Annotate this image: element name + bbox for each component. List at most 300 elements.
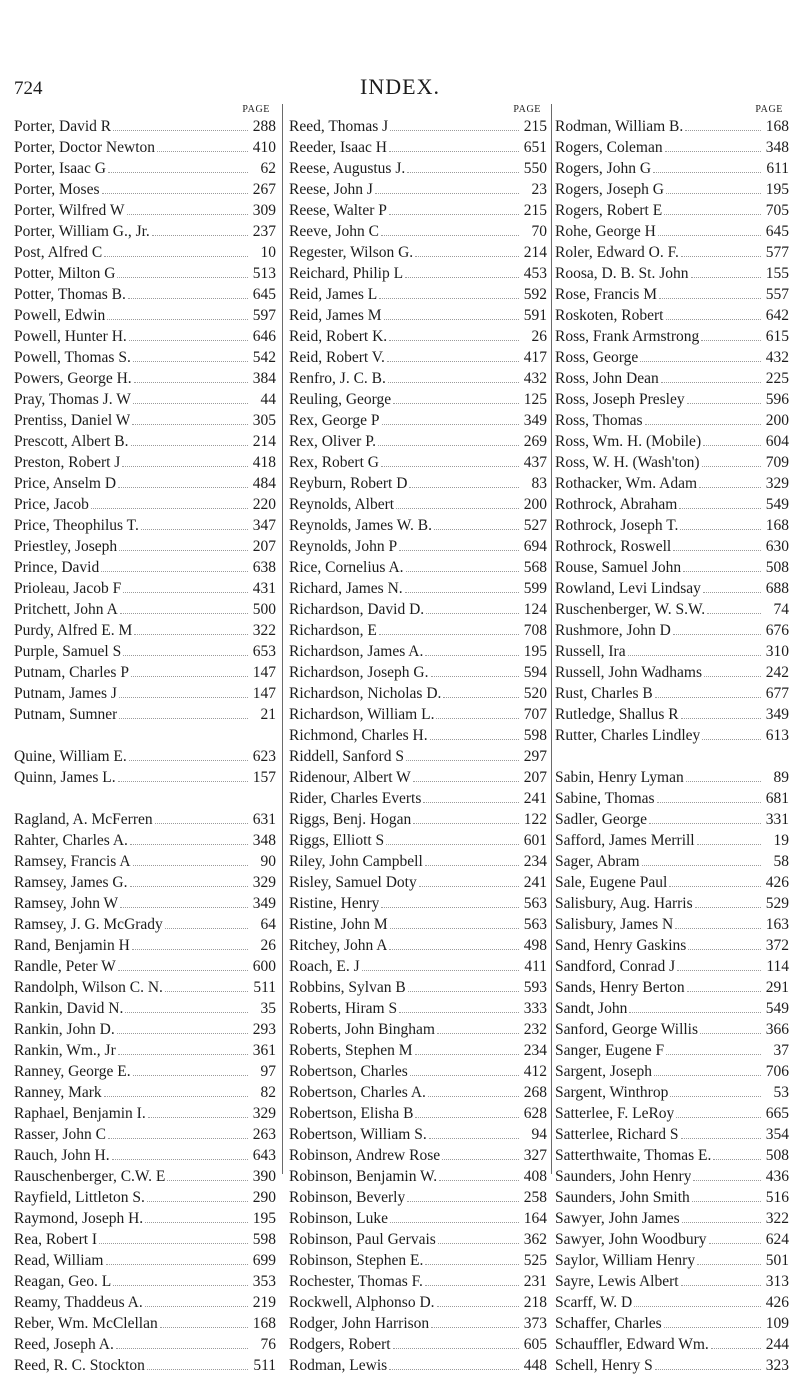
index-entry — [555, 662, 789, 683]
dot-leader — [415, 255, 519, 257]
index-entry — [14, 557, 276, 578]
dot-leader — [442, 1158, 519, 1160]
entry-page: 448 — [523, 1357, 547, 1374]
entry-name: Ross, Wm. H. (Mobile) — [555, 433, 702, 450]
dot-leader — [396, 507, 519, 509]
entry-name: Raymond, Joseph H. — [14, 1210, 144, 1227]
entry-name: Roosa, D. B. St. John — [555, 265, 689, 282]
entry-name: Ross, Thomas — [555, 412, 643, 429]
index-entry — [14, 977, 276, 998]
dot-leader — [680, 528, 761, 530]
entry-page: 83 — [531, 475, 547, 492]
entry-page: 594 — [523, 664, 547, 681]
entry-name: Reese, John J — [289, 181, 373, 198]
index-entry — [14, 200, 276, 221]
dot-leader — [160, 1326, 248, 1328]
index-entry — [14, 830, 276, 851]
entry-name: Raphael, Benjamin I. — [14, 1105, 146, 1122]
index-entry — [14, 347, 276, 368]
entry-name: Reichard, Philip L — [289, 265, 404, 282]
dot-leader — [645, 423, 761, 425]
dot-leader — [419, 885, 519, 887]
entry-page: 604 — [765, 433, 789, 450]
dot-leader — [666, 318, 762, 320]
index-entry — [14, 1187, 276, 1208]
entry-page: 593 — [523, 979, 547, 996]
dot-leader — [415, 1053, 519, 1055]
entry-page: 89 — [773, 769, 789, 786]
dot-leader — [131, 675, 248, 677]
entry-page: 268 — [523, 1084, 547, 1101]
entry-name: Riggs, Benj. Hogan — [289, 811, 412, 828]
entry-name: Richmond, Charles H. — [289, 727, 428, 744]
index-entry — [555, 242, 789, 263]
dot-leader — [112, 1158, 248, 1160]
index-entry — [289, 956, 547, 977]
entry-page: 267 — [252, 181, 276, 198]
dot-leader — [713, 1158, 761, 1160]
index-entry — [555, 1061, 789, 1082]
entry-page: 241 — [523, 874, 547, 891]
entry-page: 231 — [523, 1273, 547, 1290]
entry-page: 708 — [523, 622, 547, 639]
index-entry — [555, 1208, 789, 1229]
index-entry — [14, 263, 276, 284]
index-entry — [289, 893, 547, 914]
entry-name: Porter, Moses — [14, 181, 100, 198]
entry-page: 329 — [252, 1105, 276, 1122]
dot-leader — [657, 801, 761, 803]
entry-name: Reuling, George — [289, 391, 392, 408]
index-entry — [555, 1166, 789, 1187]
entry-name: Schaffer, Charles — [555, 1315, 662, 1332]
index-entry — [289, 284, 547, 305]
index-entry — [555, 1082, 789, 1103]
dot-leader — [104, 255, 248, 257]
index-entry — [555, 1271, 789, 1292]
index-entry — [14, 1250, 276, 1271]
entry-page: 313 — [765, 1273, 789, 1290]
dot-leader — [688, 948, 761, 950]
index-entry — [289, 1019, 547, 1040]
entry-name: Putnam, Sumner — [14, 706, 118, 723]
index-entry — [14, 305, 276, 326]
dot-leader — [697, 1263, 761, 1265]
index-entry — [555, 158, 789, 179]
entry-name: Sale, Eugene Paul — [555, 874, 668, 891]
index-entry — [14, 851, 276, 872]
entry-name: Schell, Henry S — [555, 1357, 653, 1374]
index-entry — [289, 662, 547, 683]
entry-page: 361 — [252, 1042, 276, 1059]
dot-leader — [425, 654, 519, 656]
entry-name: Rogers, Joseph G — [555, 181, 664, 198]
dot-leader — [707, 612, 761, 614]
entry-name: Richardson, David D. — [289, 601, 425, 618]
letter-group-gap — [14, 788, 276, 809]
index-entry — [555, 1229, 789, 1250]
entry-name: Prentiss, Daniel W — [14, 412, 131, 429]
entry-page: 237 — [252, 223, 276, 240]
dot-leader — [122, 465, 248, 467]
dot-leader — [133, 360, 248, 362]
entry-name: Sayre, Lewis Albert — [555, 1273, 679, 1290]
entry-name: Prioleau, Jacob F — [14, 580, 122, 597]
entry-name: Preston, Robert J — [14, 454, 121, 471]
dot-leader — [99, 1242, 248, 1244]
entry-page: 23 — [531, 181, 547, 198]
index-entry — [555, 221, 789, 242]
dot-leader — [687, 402, 761, 404]
entry-name: Rothrock, Abraham — [555, 496, 678, 513]
entry-page: 631 — [252, 811, 276, 828]
entry-page: 453 — [523, 265, 547, 282]
entry-page: 484 — [252, 475, 276, 492]
index-entry — [14, 767, 276, 788]
entry-page: 37 — [773, 1042, 789, 1059]
dot-leader — [125, 1011, 248, 1013]
entry-page: 125 — [523, 391, 547, 408]
index-entry — [289, 389, 547, 410]
index-entry — [289, 1334, 547, 1355]
entry-page: 195 — [765, 181, 789, 198]
dot-leader — [425, 1263, 519, 1265]
index-entry — [289, 179, 547, 200]
entry-page: 501 — [765, 1252, 789, 1269]
entry-name: Porter, David R — [14, 118, 112, 135]
index-entry — [14, 1355, 276, 1376]
entry-page: 623 — [252, 748, 276, 765]
entry-name: Pray, Thomas J. W — [14, 391, 131, 408]
entry-name: Robinson, Beverly — [289, 1189, 406, 1206]
index-entry — [14, 641, 276, 662]
dot-leader — [145, 1305, 248, 1307]
entry-name: Putnam, James J — [14, 685, 117, 702]
entry-name: Porter, Isaac G — [14, 160, 106, 177]
index-entry — [289, 977, 547, 998]
entry-name: Quine, William E. — [14, 748, 127, 765]
index-entry — [289, 1208, 547, 1229]
entry-name: Ruschenberger, W. S.W. — [555, 601, 706, 618]
index-entry — [555, 263, 789, 284]
dot-leader — [118, 780, 248, 782]
entry-page: 147 — [252, 685, 276, 702]
entry-page: 291 — [765, 979, 789, 996]
entry-name: Purple, Samuel S — [14, 643, 122, 660]
index-entry — [555, 326, 789, 347]
dot-leader — [145, 1221, 248, 1223]
entry-page: 432 — [523, 370, 547, 387]
entry-page: 418 — [252, 454, 276, 471]
entry-name: Satterthwaite, Thomas E. — [555, 1147, 712, 1164]
index-entry — [289, 515, 547, 536]
index-entry — [555, 1187, 789, 1208]
entry-page: 114 — [766, 958, 789, 975]
dot-leader — [437, 1305, 519, 1307]
dot-leader — [686, 780, 761, 782]
entry-page: 384 — [252, 370, 276, 387]
index-entry — [14, 683, 276, 704]
dot-leader — [106, 1263, 249, 1265]
index-entry — [555, 1355, 789, 1376]
entry-name: Ramsey, Francis A — [14, 853, 131, 870]
dot-leader — [113, 129, 248, 131]
dot-leader — [692, 1200, 761, 1202]
entry-page: 168 — [765, 118, 789, 135]
entry-page: 207 — [252, 538, 276, 555]
entry-page: 525 — [523, 1252, 547, 1269]
index-entry — [14, 1229, 276, 1250]
entry-name: Purdy, Alfred E. M — [14, 622, 133, 639]
dot-leader — [165, 990, 248, 992]
index-entry — [289, 641, 547, 662]
entry-name: Sawyer, John Woodbury — [555, 1231, 707, 1248]
entry-page: 408 — [523, 1168, 547, 1185]
entry-name: Reid, Robert V. — [289, 349, 385, 366]
dot-leader — [129, 339, 248, 341]
entry-page: 628 — [523, 1105, 547, 1122]
index-entry — [555, 1292, 789, 1313]
index-entry — [555, 1145, 789, 1166]
entry-name: Rayfield, Littleton S. — [14, 1189, 145, 1206]
dot-leader — [665, 150, 761, 152]
dot-leader — [386, 843, 519, 845]
entry-name: Reynolds, Albert — [289, 496, 395, 513]
index-entry — [555, 368, 789, 389]
index-entry — [555, 935, 789, 956]
dot-leader — [693, 1179, 761, 1181]
index-entry — [555, 536, 789, 557]
entry-page: 349 — [252, 895, 276, 912]
entry-page: 327 — [523, 1147, 547, 1164]
index-entry — [289, 1124, 547, 1145]
entry-name: Porter, Wilfred W — [14, 202, 125, 219]
entry-page: 214 — [523, 244, 547, 261]
entry-page: 611 — [766, 160, 789, 177]
dot-leader — [381, 234, 519, 236]
dot-leader — [664, 213, 761, 215]
dot-leader — [702, 738, 761, 740]
entry-page: 234 — [523, 853, 547, 870]
dot-leader — [428, 1095, 519, 1097]
entry-name: Russell, John Wadhams — [555, 664, 703, 681]
entry-name: Powell, Edwin — [14, 307, 106, 324]
dot-leader — [685, 129, 761, 131]
dot-leader — [141, 528, 248, 530]
entry-page: 168 — [252, 1315, 276, 1332]
entry-page: 220 — [252, 496, 276, 513]
entry-page: 76 — [260, 1336, 276, 1353]
entry-page: 293 — [252, 1021, 276, 1038]
entry-page: 26 — [260, 937, 276, 954]
index-entry — [555, 809, 789, 830]
entry-name: Ramsey, James G. — [14, 874, 128, 891]
index-entry — [14, 998, 276, 1019]
index-entry — [289, 137, 547, 158]
dot-leader — [405, 276, 519, 278]
index-entry — [14, 809, 276, 830]
entry-name: Rothacker, Wm. Adam — [555, 475, 698, 492]
entry-name: Price, Jacob — [14, 496, 89, 513]
dot-leader — [681, 1137, 761, 1139]
entry-name: Porter, William G., Jr. — [14, 223, 150, 240]
entry-page: 676 — [765, 622, 789, 639]
entry-page: 241 — [523, 790, 547, 807]
index-entry — [555, 200, 789, 221]
dot-leader — [676, 1116, 761, 1118]
index-entry — [555, 389, 789, 410]
entry-page: 412 — [523, 1063, 547, 1080]
entry-name: Reyburn, Robert D — [289, 475, 408, 492]
index-entry — [289, 1292, 547, 1313]
entry-page: 242 — [765, 664, 789, 681]
entry-page: 638 — [252, 559, 276, 576]
index-entry — [555, 305, 789, 326]
running-head: INDEX. — [360, 74, 440, 99]
entry-name: Riggs, Elliott S — [289, 832, 385, 849]
entry-page: 599 — [523, 580, 547, 597]
entry-page: 53 — [773, 1084, 789, 1101]
dot-leader — [167, 1179, 248, 1181]
dot-leader — [134, 633, 248, 635]
entry-page: 508 — [765, 559, 789, 576]
entry-page: 164 — [523, 1210, 547, 1227]
entry-page: 155 — [765, 265, 789, 282]
dot-leader — [409, 486, 519, 488]
entry-name: Rogers, John G — [555, 160, 652, 177]
entry-name: Rauch, John H. — [14, 1147, 110, 1164]
entry-page: 35 — [260, 1000, 276, 1017]
entry-page: 94 — [531, 1126, 547, 1143]
entry-page: 630 — [765, 538, 789, 555]
index-entry — [555, 431, 789, 452]
index-entry — [555, 116, 789, 137]
index-entry — [289, 494, 547, 515]
entry-page: 411 — [524, 958, 547, 975]
index-entry — [14, 137, 276, 158]
entry-name: Potter, Milton G — [14, 265, 116, 282]
entry-name: Powers, George H. — [14, 370, 132, 387]
dot-leader — [703, 444, 761, 446]
dot-leader — [379, 633, 519, 635]
entry-name: Rand, Benjamin H — [14, 937, 130, 954]
entry-name: Rex, Oliver P. — [289, 433, 376, 450]
dot-leader — [628, 654, 761, 656]
dot-leader — [410, 1074, 519, 1076]
dot-leader — [426, 612, 519, 614]
entry-name: Richardson, William L. — [289, 706, 435, 723]
index-entry — [14, 473, 276, 494]
dot-leader — [393, 1347, 519, 1349]
entry-name: Rankin, John D. — [14, 1021, 115, 1038]
index-entry — [14, 578, 276, 599]
entry-name: Rider, Charles Everts — [289, 790, 422, 807]
index-entry — [555, 494, 789, 515]
entry-page: 390 — [252, 1168, 276, 1185]
index-entry — [14, 1145, 276, 1166]
index-entry — [289, 1082, 547, 1103]
entry-page: 646 — [252, 328, 276, 345]
entry-page: 297 — [523, 748, 547, 765]
entry-page: 263 — [252, 1126, 276, 1143]
entry-page: 58 — [773, 853, 789, 870]
entry-name: Roberts, Stephen M — [289, 1042, 413, 1059]
entry-page: 44 — [260, 391, 276, 408]
index-entry — [289, 683, 547, 704]
entry-name: Rothrock, Roswell — [555, 538, 672, 555]
index-entry — [289, 1355, 547, 1376]
dot-leader — [381, 465, 519, 467]
index-entry — [555, 1313, 789, 1334]
index-entry — [14, 368, 276, 389]
entry-name: Robinson, Benjamin W. — [289, 1168, 438, 1185]
dot-leader — [695, 906, 761, 908]
entry-name: Reese, Augustus J. — [289, 160, 406, 177]
entry-page: 290 — [252, 1189, 276, 1206]
entry-name: Rice, Cornelius A. — [289, 559, 404, 576]
entry-name: Roler, Edward O. F. — [555, 244, 679, 261]
entry-name: Priestley, Joseph — [14, 538, 118, 555]
entry-name: Reid, James L — [289, 286, 378, 303]
entry-name: Sabin, Henry Lyman — [555, 769, 684, 786]
entry-name: Price, Theophilus T. — [14, 517, 139, 534]
index-entry — [289, 872, 547, 893]
index-entry — [14, 221, 276, 242]
entry-page: 520 — [523, 685, 547, 702]
index-entry — [14, 893, 276, 914]
entry-name: Rankin, Wm., Jr — [14, 1042, 116, 1059]
entry-name: Read, William — [14, 1252, 104, 1269]
dot-leader — [629, 1011, 761, 1013]
entry-name: Reamy, Thaddeus A. — [14, 1294, 143, 1311]
entry-page: 557 — [765, 286, 789, 303]
entry-name: Ridenour, Albert W — [289, 769, 411, 786]
entry-name: Sargent, Joseph — [555, 1063, 653, 1080]
dot-leader — [642, 864, 761, 866]
entry-page: 157 — [252, 769, 276, 786]
dot-leader — [165, 927, 248, 929]
entry-page: 214 — [252, 433, 276, 450]
entry-name: Porter, Doctor Newton — [14, 139, 155, 156]
entry-page: 219 — [252, 1294, 276, 1311]
dot-leader — [405, 591, 519, 593]
index-entry — [14, 1334, 276, 1355]
entry-name: Rogers, Robert E — [555, 202, 663, 219]
index-entry — [14, 620, 276, 641]
index-entry — [555, 473, 789, 494]
dot-leader — [389, 213, 519, 215]
entry-page: 688 — [765, 580, 789, 597]
entry-page: 373 — [523, 1315, 547, 1332]
index-entry — [555, 830, 789, 851]
index-entry — [289, 158, 547, 179]
index-entry — [289, 242, 547, 263]
column-rule-2 — [551, 104, 552, 1174]
dot-leader — [133, 1074, 248, 1076]
entry-name: Salisbury, Aug. Harris — [555, 895, 693, 912]
entry-name: Reid, James M — [289, 307, 382, 324]
dot-leader — [119, 549, 248, 551]
dot-leader — [382, 423, 519, 425]
entry-name: Robinson, Luke — [289, 1210, 389, 1227]
entry-page: 615 — [765, 328, 789, 345]
entry-page: 624 — [765, 1231, 789, 1248]
entry-page: 97 — [260, 1063, 276, 1080]
entry-page: 605 — [523, 1336, 547, 1353]
dot-leader — [108, 171, 248, 173]
index-entry — [289, 851, 547, 872]
index-entry — [555, 284, 789, 305]
